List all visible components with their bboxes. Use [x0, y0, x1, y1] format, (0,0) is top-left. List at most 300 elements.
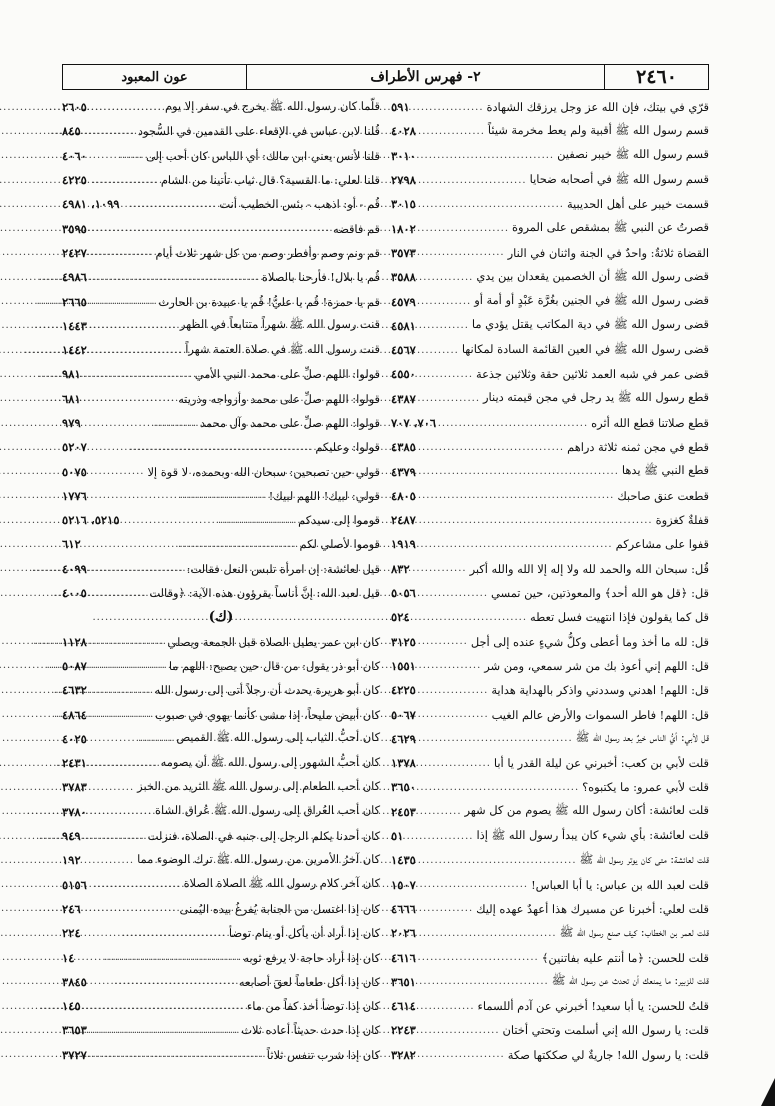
hadith-number: ٧٠٦، ٧٠٧: [391, 416, 437, 430]
dot-leader: [419, 855, 577, 866]
index-entry: [391, 168, 709, 192]
entry-text: قولوا: وعليكم: [315, 440, 380, 455]
entry-text: كان أحبُّ الثياب إلى رسول الله ﷺ القميص: [176, 730, 380, 745]
hadith-number: ٣٥٨٨: [391, 270, 416, 285]
hadith-number: ٤٥٨١: [391, 318, 416, 333]
index-entry: [391, 435, 709, 459]
index-entry: [391, 824, 709, 848]
hadith-number: ٥٠٨٧: [62, 658, 87, 673]
hadith-number: ٢٤٦: [62, 901, 81, 916]
index-entry: [391, 970, 709, 994]
hadith-number: ٤٨٠٥: [391, 488, 416, 503]
dot-leader: [413, 102, 484, 113]
hadith-number: ٥٩١: [391, 100, 410, 115]
dot-leader: [419, 515, 653, 526]
entry-text: قيل لعائشة: إن امرأة تلبس النعل فقالت:: [186, 561, 380, 576]
hadith-number: ٤٠٦٠: [62, 148, 87, 163]
hadith-number: ١٥٥١: [391, 658, 416, 673]
dot-leader: [84, 369, 192, 380]
hadith-number: ٤٥٧٩: [391, 294, 416, 309]
index-entry: [62, 144, 380, 168]
entry-text: كان آخر كلام رسول الله ﷺ الصلاة الصلاة: [183, 876, 380, 891]
entry-text: كان إذا أراد حاجة لا يرفع ثوبه: [243, 950, 380, 965]
entry-text: قسم رسول الله ﷺ خيبر نصفين: [557, 147, 709, 162]
hadith-number: ١٩٢: [62, 853, 81, 868]
index-entry: [391, 508, 709, 532]
dot-leader: [84, 831, 145, 842]
index-entry: [391, 751, 709, 775]
dot-leader: [90, 1025, 238, 1036]
index-entry: [391, 945, 709, 969]
entry-text: قضى رسول الله ﷺ في العين القائمة السادة لمكانها: [461, 341, 709, 356]
index-entry: [62, 557, 380, 581]
dot-leader: [419, 369, 473, 380]
hadith-number: ٩٤٩: [62, 829, 81, 844]
index-entry: [391, 314, 709, 338]
dot-leader: [90, 758, 158, 769]
index-entry: [62, 873, 380, 897]
entry-text: قلت لعبد الله بن عباس: يا أبا العباس!: [531, 877, 709, 892]
entry-text: قنت رسول الله ﷺ شهراً متتابعاً في الظهر: [179, 317, 380, 332]
index-entry: [62, 994, 380, 1018]
dot-leader: [419, 709, 489, 720]
entry-text: قرّي في بيتك، فإن الله عز وجل يرزقك الشهادة: [486, 100, 709, 115]
dot-leader: [419, 126, 485, 137]
index-entry: [62, 411, 380, 435]
hadith-number: ٢٤٣١: [62, 756, 87, 771]
dot-leader: [84, 393, 176, 404]
index-entry: [391, 848, 709, 872]
entry-text: قطعت عنق صاحبك: [617, 488, 709, 503]
dot-leader: [90, 247, 153, 258]
hadith-number: ٨٣٢: [391, 561, 410, 576]
entry-text: قلت: يا رسول الله! جاريةٌ لي صككتها صكة: [507, 1047, 709, 1062]
dot-leader: [413, 563, 467, 574]
hadith-number: ٥٠٥٦: [391, 586, 416, 601]
dot-leader: [90, 345, 182, 356]
entry-text: قلت للزبير: ما يمنعك أن تحدث عن رسول الله ﷺ: [551, 973, 709, 988]
index-entry: [391, 678, 709, 702]
entry-text: كان إذا توضأ أخذ كفاً من ماء: [246, 999, 380, 1014]
hadith-number: ٤٦٢٩: [391, 731, 416, 746]
index-entry: [62, 824, 380, 848]
hadith-number: ٤٨٦٤: [62, 707, 87, 722]
entry-text: قلت للحسن: ﴿ما أنتم عليه بفاتنين﴾: [541, 950, 709, 965]
index-entry: [391, 532, 709, 556]
hadith-number: ٤٥٥٠: [391, 367, 416, 382]
entry-text: كان إذا حدث حديثاً أعاده ثلاث: [241, 1023, 380, 1038]
index-entry: [62, 970, 380, 994]
dot-leader: [419, 903, 473, 914]
hadith-number: ٤٢٢٥: [62, 173, 87, 188]
index-entry: [62, 945, 380, 969]
dot-leader: [439, 418, 588, 429]
entry-text: قوموا لأصلي لكم: [299, 537, 380, 552]
dot-leader: [419, 733, 573, 744]
hadith-number: ٣٠١٥: [391, 197, 416, 212]
index-entry: [391, 702, 709, 726]
index-entry: [391, 630, 709, 654]
index-entry: [391, 241, 709, 265]
entry-text: قم فاقضه: [333, 221, 380, 236]
hadith-number: ٥١: [391, 829, 404, 844]
entry-text: قسم رسول الله ﷺ في أصحابه ضحايا: [529, 171, 709, 186]
hadith-number: ٤٥٦٧: [391, 343, 416, 358]
dot-leader: [84, 903, 177, 914]
entry-text: قلت لعائشة: أكان رسول الله ﷺ يصوم من كل شهر: [464, 803, 709, 818]
index-entry: [62, 95, 380, 119]
index-entry: [62, 751, 380, 775]
hadith-number: ٢٠٢٦: [391, 926, 416, 941]
entry-text: قُل: سبحان الله والحمد لله ولا إله إلا الله والله أكبر: [469, 561, 709, 576]
hadith-number: ١٤٤٣: [62, 318, 87, 333]
dot-leader: [419, 588, 488, 599]
entry-text: قولي حين تصبحين: سبحان الله وبحمده، لا قوة إلا: [147, 464, 380, 479]
dot-leader: [90, 223, 330, 234]
index-entry: [391, 144, 709, 168]
entry-text: قل لأبي: أيُّ الناس خيرٌ بعد رسول الله ﷺ: [575, 730, 709, 745]
index-entry: [62, 630, 380, 654]
dot-leader: [90, 636, 164, 647]
dot-leader: [419, 442, 564, 453]
entry-text: قُلنا لابن عباس في الإقعاء على القدمين في السُّجود: [137, 124, 380, 139]
entry-text: كان إذا أكل طعاماً لعقَ أصابعه: [238, 974, 380, 989]
index-entry: [391, 338, 709, 362]
hadith-number: ٤٣٨٥: [391, 440, 416, 455]
entry-text: قلت لعائشة: متى كان يوتر رسول الله ﷺ: [579, 851, 709, 866]
dot-leader: [90, 660, 166, 671]
hadith-number: ١٩١٩: [391, 537, 416, 552]
entry-text: قطع النبي ﷺ يدها: [621, 463, 709, 478]
entry-text: كان أبو ذر يقول: من قال حين يصبح: اللهم ما: [168, 658, 380, 673]
entry-text: القضاة ثلاثةٌ: واحدٌ في الجنة واثنان في النار: [507, 245, 709, 260]
index-entry: [62, 921, 380, 945]
index-entry: [62, 192, 380, 216]
index-entry: [62, 387, 380, 411]
dot-leader: [84, 855, 134, 866]
hadith-number: ٣٦٥٣: [62, 1023, 87, 1038]
entry-text: قسمت خيبر على أهل الحديبية: [566, 197, 709, 212]
dot-leader: [419, 466, 619, 477]
dot-leader: [419, 976, 549, 987]
hadith-number: ٥٢٠٧: [62, 440, 87, 455]
index-entry: [62, 581, 380, 605]
dot-leader: [90, 466, 145, 477]
hadith-number: ٢٤٥٣: [391, 804, 416, 819]
dot-leader: [413, 612, 527, 623]
dot-leader: [419, 1001, 475, 1012]
entry-text: قل: اللهم إني أعوذ بك من شر سمعي، ومن شر: [484, 658, 709, 673]
dot-leader: [77, 952, 240, 963]
dot-leader: [419, 636, 468, 647]
hadith-number: ٣٦٥١: [391, 974, 416, 989]
hadith-number: ١٣٧٨: [391, 756, 416, 771]
entry-text: قوموا إلى سيدكم: [298, 513, 380, 528]
entry-text: كان أحب العُراق إلى رسول الله ﷺ عُراق الشاة: [155, 803, 380, 818]
hadith-number: ٤٦٦٦: [391, 901, 416, 916]
index-entry: [391, 362, 709, 386]
hadith-number: ١١٢٨: [62, 634, 87, 649]
dot-leader: [406, 831, 473, 842]
hadith-number: ١٤: [62, 950, 75, 965]
entry-text: قُم يا بلال! فأرحنا بالصلاة: [261, 270, 380, 285]
hadith-number: ٥٠٧٥: [62, 464, 87, 479]
entry-text: قلّما كان رسول الله ﷺ يخرج في سفر إلا يوم: [164, 98, 380, 113]
index-entry: [62, 314, 380, 338]
index-entry: [391, 775, 709, 799]
index-entry: [391, 289, 709, 313]
entry-text: قصرتُ عن النبي ﷺ بمشقص على المروة: [512, 220, 709, 235]
dot-leader: [419, 806, 462, 817]
index-entry: [62, 216, 380, 240]
hadith-number: ٤٣٨٧: [391, 391, 416, 406]
entry-text: كان أبيض مليحاً، إذا مشى كأنما يهوي في صبوب: [155, 707, 380, 722]
hadith-number: ٢٤٨٧: [391, 513, 416, 528]
hadith-number: ١٨٠٢: [391, 221, 416, 236]
dot-leader: [90, 976, 236, 987]
page-corner-mark: [761, 1078, 775, 1106]
index-entry: [391, 411, 709, 435]
dot-leader: [90, 296, 156, 307]
entry-text: قل: اللهم! اهدني وسددني واذكر بالهداية هداية: [491, 683, 709, 698]
dot-leader: [90, 879, 181, 890]
index-entry: [62, 484, 380, 508]
entry-text: قلتُ للحسن: يا أبا سعيد! أخبرني عن آدم أللسماء: [477, 999, 709, 1014]
entry-text: قلت لعلي: أخبرنا عن مسيرك هذا أعهدٌ عهده إليك: [476, 901, 709, 916]
hadith-number: ٣٧٨٣: [62, 780, 87, 795]
letter-heading: (ك): [208, 609, 234, 626]
entry-text: قلت لعمر بن الخطاب: كيف صنع رسول الله ﷺ: [559, 924, 709, 939]
hadith-number: ٤٠٩٩: [62, 561, 87, 576]
index-entry: [62, 459, 380, 483]
dot-leader: [419, 539, 613, 550]
dot-leader: [419, 272, 473, 283]
dot-leader: [419, 247, 505, 258]
entry-text: قم ونم وصم وأفطر وصم من كل شهر ثلاث أيام: [155, 245, 380, 260]
index-entry: [391, 192, 709, 216]
hadith-number: ٣٢٨٢: [391, 1047, 416, 1062]
dot-leader: [123, 199, 217, 210]
entry-text: قطع رسول الله ﷺ يد رجل في مجن قيمته دينار: [483, 390, 709, 405]
index-column-left: [62, 95, 380, 1067]
hadith-number: ٤٩٨٦: [62, 270, 87, 285]
hadith-number: ١٧٧٦: [62, 488, 87, 503]
dot-leader: [90, 175, 158, 186]
hadith-number: ٢٤٢٧: [62, 245, 87, 260]
dot-leader: [84, 126, 135, 137]
hadith-number: ٦١٢: [62, 537, 81, 552]
index-entry: [62, 532, 380, 556]
entry-text: قضى عمر في شبه العمد ثلاثين حقة وثلاثين جذعة: [476, 367, 709, 382]
entry-text: كان أحدنا يكلم الرجل إلى جنبه في الصلاة، فنزلت: [147, 829, 380, 844]
hadith-number: ١٤٥: [62, 999, 81, 1014]
hadith-number: ٤٦٣٢: [62, 683, 87, 698]
dot-leader: [419, 1049, 505, 1060]
dot-leader: [419, 199, 564, 210]
index-entry: [391, 459, 709, 483]
hadith-number: ٤٦١٦: [391, 950, 416, 965]
book-title: عون المعبود: [121, 69, 188, 85]
index-entry: [62, 1043, 380, 1067]
dot-leader: [419, 660, 481, 671]
entry-text: كان آخرُ الأمرين من رسول الله ﷺ ترك الوضوء مما: [137, 851, 380, 866]
dot-leader: [419, 685, 488, 696]
hadith-number: ٤٠٢٨: [391, 124, 416, 139]
entry-text: قفلةٌ كغزوة: [655, 513, 709, 528]
entry-text: قضى رسول الله ﷺ أن الخصمين يقعدان بين يدي: [476, 268, 709, 283]
entry-text: كان ابن عمر يطيل الصلاة قبل الجمعة ويصلي: [167, 634, 380, 649]
index-entry: [62, 897, 380, 921]
entry-text: قنت رسول الله ﷺ في صلاة العتمة شهراً: [185, 341, 380, 356]
hadith-number: ٢٢٤: [62, 926, 81, 941]
entry-text: قلت لأبي بن كعب: أخبرني عن ليلة القدر يا أبا: [493, 756, 709, 771]
dot-leader: [90, 685, 152, 696]
index-entry: [391, 1018, 709, 1042]
hadith-number: ٣٥٧٣: [391, 245, 416, 260]
entry-text: كان إذا أراد أن يأكل أو ينام توضأ: [228, 926, 380, 941]
index-entry: [391, 605, 709, 629]
dot-leader: [419, 928, 557, 939]
hadith-number: ٥٢٤: [391, 610, 410, 625]
dot-leader: [90, 588, 146, 599]
index-entry: [62, 241, 380, 265]
hadith-number: ٢٢٤٣: [391, 1023, 416, 1038]
hadith-number: ٤٢٢٥: [391, 683, 416, 698]
index-entry: [62, 435, 380, 459]
entry-text: قلت: يا رسول الله إني أسلمت وتحتي أختان: [502, 1023, 709, 1038]
index-entry: [391, 484, 709, 508]
index-entry: [62, 654, 380, 678]
hadith-number: ٤٣٧٩: [391, 464, 416, 479]
dot-leader: [90, 806, 152, 817]
entry-text: قلت لأبي عمرو: ما يكتبوه؟: [582, 780, 709, 795]
index-entry: [391, 994, 709, 1018]
entry-text: كان إذا اغتسل من الجنابة يُفرغُ بيده اليُمنى: [179, 901, 380, 916]
index-entry: [62, 168, 380, 192]
entry-text: كان أحبُّ الشهور إلى رسول الله ﷺ أن يصومه: [160, 754, 380, 769]
dot-leader: [90, 272, 259, 283]
hadith-number: ٢٦٠٥: [62, 100, 87, 115]
index-entry: [391, 216, 709, 240]
entry-text: قم يا حمزة! قُم يا عليُّ! قُم يا عبيدة بن الحارث: [158, 294, 380, 309]
dot-leader: [90, 442, 312, 453]
hadith-number: ٦٨١: [62, 391, 81, 406]
index-entry: [391, 119, 709, 143]
entry-text: قل: ﴿قل هو الله أحد﴾ والمعوذتين، حين تمسي: [491, 586, 709, 601]
hadith-number: ٤٠٠٥: [62, 586, 87, 601]
entry-text: قطع في مجن ثمنه ثلاثة دراهم: [567, 440, 709, 455]
hadith-number: ١٠٩٩، ٤٩٨١: [62, 197, 120, 212]
hadith-number: ٩٨١: [62, 367, 81, 382]
entry-text: قل: اللهم! فاطر السموات والأرض عالم الغيب: [491, 707, 709, 722]
dot-leader: [84, 418, 197, 429]
hadith-number: ٢٧٩٨: [391, 173, 416, 188]
index-entry: [391, 1043, 709, 1067]
page-number: ٢٤٦٠: [604, 65, 708, 89]
dot-leader: [419, 296, 471, 307]
hadith-number: ٣٠١٠: [391, 148, 416, 163]
hadith-number: ٨٤٥: [62, 124, 81, 139]
dot-leader: [419, 175, 527, 186]
dot-leader: [123, 515, 296, 526]
index-entry: [62, 362, 380, 386]
dot-leader: [90, 102, 162, 113]
index-entry: [391, 95, 709, 119]
dot-leader: [419, 490, 614, 501]
entry-text: قضى رسول الله ﷺ في الجنين بغُرَّة عَبْدٍ أو أمة أو: [474, 293, 709, 308]
hadith-number: ٣١٢٥: [391, 634, 416, 649]
index-entry: [62, 1018, 380, 1042]
entry-text: قولي: لبيك! اللهم لبيك!: [268, 488, 380, 503]
index-entry: [391, 654, 709, 678]
index-entry: [62, 508, 380, 532]
hadith-number: ٣٨٤٥: [62, 974, 87, 989]
section-title: ٢- فهرس الأطراف: [246, 65, 604, 89]
entry-text: قفوا على مشاعركم: [615, 537, 709, 552]
hadith-number: ٥١٥٦: [62, 877, 87, 892]
dot-leader: [419, 758, 491, 769]
hadith-number: ٩٧٩: [62, 416, 81, 430]
entry-text: قولوا: اللهم صلِّ على محمد وآل محمد: [200, 416, 380, 430]
entry-text: قلنا لعلي: ما القسية؟ قال ثياب تأتينا من الشام: [160, 173, 380, 188]
index-entry: [62, 338, 380, 362]
entry-text: قسم رسول الله ﷺ أقبية ولم يعط مخرمة شيئاً: [487, 122, 709, 137]
hadith-number: ٤٦١٤: [391, 999, 416, 1014]
entry-text: قيل لعبد الله: إنَّ أناساً يقرؤون هذه الآية: ﴿وقالت: [149, 586, 380, 601]
index-entry: [62, 702, 380, 726]
dot-leader: [90, 709, 152, 720]
dot-leader: [419, 879, 528, 890]
hadith-number: ٥٠٦٧: [391, 707, 416, 722]
entry-text: قل: لله ما أخذ وما أعطى وكلُّ شيءٍ عنده إلى أجل: [470, 634, 709, 649]
entry-text: كان أحب الطعام إلى رسول الله ﷺ الثريد من الخبز: [137, 778, 380, 793]
dot-leader: [419, 782, 579, 793]
index-column-right: [391, 95, 709, 1067]
index-entry: [391, 727, 709, 751]
hadith-number: ٢٦٦٥: [62, 294, 87, 309]
entry-text: قطع صلاتنا قطع الله أثره: [591, 416, 709, 430]
index-entry: [62, 289, 380, 313]
index-entry: [391, 873, 709, 897]
dot-leader: [90, 1049, 264, 1060]
page-header: [62, 64, 709, 90]
index-entry: [62, 800, 380, 824]
dot-leader: [84, 539, 297, 550]
hadith-number: ٥٢١٥، ٥٢١٦: [62, 513, 120, 528]
hadith-number: ٤٠٢٥: [62, 731, 87, 746]
index-entry: [62, 775, 380, 799]
dot-leader: [90, 563, 184, 574]
dot-leader: [419, 345, 459, 356]
index-entry: [391, 387, 709, 411]
dot-leader: [90, 320, 177, 331]
entry-text: قلنا لأنس يعني ابن مالك: أي اللباس كان أحب إلى: [145, 148, 380, 163]
hadith-number: ٣٧٨٠: [62, 804, 87, 819]
entry-text: كان إذا شرب تنفس ثلاثاً: [266, 1047, 380, 1062]
hadith-number: ٣٦٥٠: [391, 780, 416, 795]
entry-text: قل كما يقولون فإذا انتهيت فسل تعطه: [530, 610, 709, 625]
index-entry: [391, 557, 709, 581]
index-entry: [391, 265, 709, 289]
index-entry: [391, 921, 709, 945]
index-entry: [391, 897, 709, 921]
index-entry: [62, 727, 380, 751]
dot-leader: [419, 1025, 500, 1036]
hadith-number: ٣٧٢٧: [62, 1047, 87, 1062]
dot-leader: [84, 1001, 244, 1012]
index-entry: [62, 119, 380, 143]
dot-leader: [90, 150, 143, 161]
